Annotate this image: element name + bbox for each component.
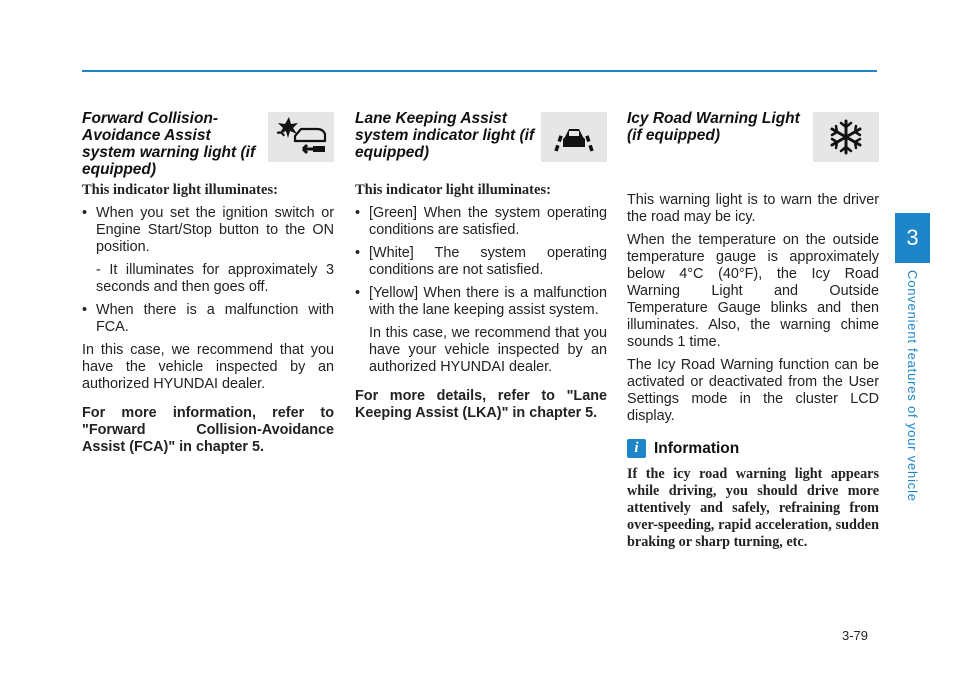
top-rule [82,70,877,72]
lka-header [355,110,607,182]
icy-para-3: The Icy Road Warning function can be activated or deactivated from the User Settings mode in the cluster LCD display. [627,357,879,424]
fca-header [82,110,334,182]
icy-para-2: When the temperature on the outside temperature gauge is approximately below 4°C (40°F), the Icy Road Warning Light and Outside Temperature Gauge blinks and then illuminates. Also, the warning chime sounds 1 time. [627,232,879,350]
info-icon: i [627,439,646,458]
lka-bullet-2: • [White] The system operating conditions are not satisfied. [355,245,607,279]
chapter-tab: 3 [895,213,930,263]
snowflake-icon [813,112,879,162]
fca-bullet-1: • When you set the ignition switch or Engine Start/Stop button to the ON position. [82,205,334,256]
lka-subheading: This indicator light illuminates: [355,182,551,198]
fca-para: In this case, we recommend that you have the vehicle inspected by an authorized HYUNDAI dealer. [82,342,334,392]
fca-subheading: This indicator light illuminates: [82,182,278,198]
lka-bullet-1: • [Green] When the system operating conditions are satisfied. [355,205,607,239]
lka-title: Lane Keeping Assist system indicator light (if equipped) [355,110,535,161]
information-header [627,439,879,458]
chapter-label: Convenient features of your vehicle [905,270,920,502]
lka-para: In this case, we recommend that you have your vehicle inspected by an authorized HYUNDAI dealer. [369,325,607,375]
icy-title: Icy Road Warning Light (if equipped) [627,110,800,144]
fca-title: Forward Collision-Avoidance Assist system warning light (if equipped) [82,110,256,178]
fca-bullet-2: • When there is a malfunction with FCA. [82,302,334,336]
information-title: Information [654,439,740,457]
lka-section [355,110,607,428]
lka-reference: For more details, refer to "Lane Keeping Assist (LKA)" in chapter 5. [355,388,607,421]
fca-section [82,110,334,462]
fca-warning-icon [268,112,334,162]
information-text: If the icy road warning light appears while driving, you should drive more attentively and safely, refraining from over-speeding, rapid acceleration, sudden braking or sharp turning, etc. [627,466,879,550]
fca-reference: For more information, refer to "Forward Collision-Avoidance Assist (FCA)" in chapter 5. [82,405,334,455]
fca-dash-1: - It illuminates for approximately 3 seconds and then goes off. [96,262,334,295]
lka-bullet-3: • [Yellow] When there is a malfunction with the lane keeping assist system. [355,285,607,319]
lane-keeping-icon [541,112,607,162]
page-number: 3-79 [842,628,869,643]
icy-header [627,110,879,182]
icy-road-section [627,110,879,551]
icy-para-1: This warning light is to warn the driver the road may be icy. [627,192,879,225]
